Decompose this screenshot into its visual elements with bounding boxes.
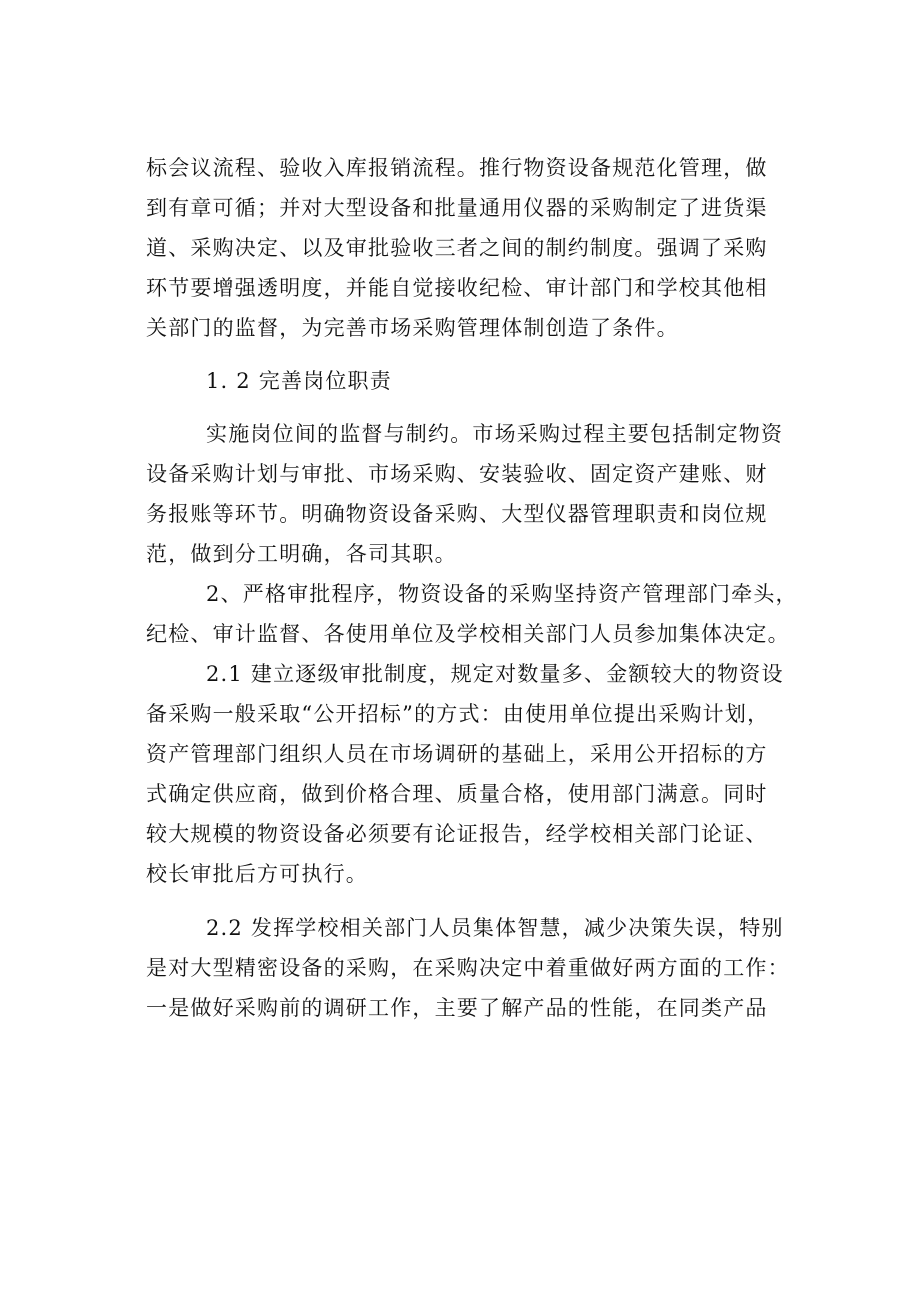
- body-line: 资产管理部门组织人员在市场调研的基础上，采用公开招标的方: [146, 742, 768, 766]
- body-line: 到有章可循；并对大型设备和批量通用仪器的采购制定了进货渠: [146, 196, 768, 220]
- body-line: 环节要增强透明度，并能自觉接收纪检、审计部门和学校其他相: [146, 276, 768, 300]
- body-line: 式确定供应商，做到价格合理、质量合格，使用部门满意。同时: [146, 782, 768, 806]
- section-heading: 1. 2 完善岗位职责: [206, 369, 392, 393]
- body-line: 设备采购计划与审批、市场采购、安装验收、固定资产建账、财: [146, 462, 768, 486]
- body-line: 较大规模的物资设备必须要有论证报告，经学校相关部门论证、: [146, 822, 768, 846]
- body-line: 务报账等环节。明确物资设备采购、大型仪器管理职责和岗位规: [146, 502, 768, 526]
- body-line: 关部门的监督，为完善市场采购管理体制创造了条件。: [146, 316, 679, 340]
- body-line: 实施岗位间的监督与制约。市场采购过程主要包括制定物资: [206, 422, 784, 446]
- body-line: 范，做到分工明确，各司其职。: [146, 542, 457, 566]
- body-line: 是对大型精密设备的采购，在采购决定中着重做好两方面的工作：: [146, 956, 790, 980]
- body-line: 道、采购决定、以及审批验收三者之间的制约制度。强调了采购: [146, 236, 768, 260]
- body-line: 标会议流程、验收入库报销流程。推行物资设备规范化管理，做: [146, 156, 768, 180]
- body-line: 备采购一般采取“公开招标”的方式：由使用单位提出采购计划，: [146, 702, 770, 726]
- body-line: 校长审批后方可执行。: [146, 862, 368, 886]
- document-body: [146, 148, 806, 1028]
- body-line: 一是做好采购前的调研工作，主要了解产品的性能，在同类产品: [146, 996, 768, 1020]
- body-line: 2、严格审批程序，物资设备的采购坚持资产管理部门牵头，: [206, 582, 798, 606]
- body-line: 纪检、审计监督、各使用单位及学校相关部门人员参加集体决定。: [146, 622, 790, 646]
- body-line: 2.2 发挥学校相关部门人员集体智慧，减少决策失误，特别: [206, 916, 784, 940]
- body-line: 2.1 建立逐级审批制度，规定对数量多、金额较大的物资设: [206, 662, 784, 686]
